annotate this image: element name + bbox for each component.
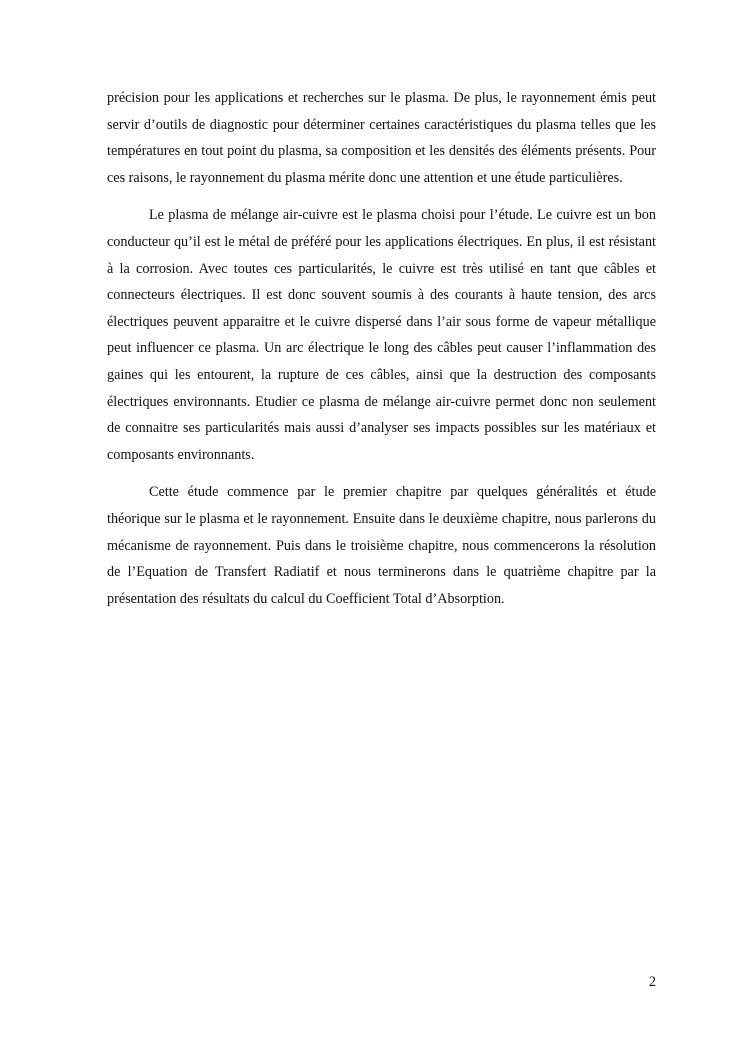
paragraph-1: précision pour les applications et recherches sur le plasma. De plus, le rayonnement émis peut servir d’outils de diagnostic pour déterminer certaines caractéristiques du plasma telles que les températures en tout point du plasma, sa composition et les densités des éléments présents. Pour ces raisons, le rayonnement du plasma mérite donc une attention et une étude particulières.: [107, 90, 656, 186]
body-text: [107, 85, 656, 623]
paragraph-2: Le plasma de mélange air-cuivre est le plasma choisi pour l’étude. Le cuivre est un bon conducteur qu’il est le métal de préféré pour les applications électriques. En plus, il est résistant à la corrosion. Avec toutes ces particularités, le cuivre est très utilisé en tant que câbles et connecteurs électriques. Il est donc souvent soumis à des courants à haute tension, des arcs électriques peuvent apparaitre et le cuivre dispersé dans l’air sous forme de vapeur métallique peut influencer ce plasma. Un arc électrique le long des câbles peut causer l’inflammation des gaines qui les entourent, la rupture de ces câbles, ainsi que la destruction des composants électriques environnants. Etudier ce plasma de mélange air-cuivre permet donc non seulement de connaitre ses particularités mais aussi d’analyser ses impacts possibles sur les matériaux et composants environnants.: [107, 207, 656, 463]
page-number: 2: [648, 974, 656, 990]
paragraph-3: Cette étude commence par le premier chapitre par quelques généralités et étude théorique sur le plasma et le rayonnement. Ensuite dans le deuxième chapitre, nous parlerons du mécanisme de rayonnement. Puis dans le troisième chapitre, nous commencerons la résolution de l’Equation de Transfert Radiatif et nous terminerons dans le quatrième chapitre par la présentation des résultats du calcul du Coefficient Total d’Absorption.: [107, 484, 656, 607]
